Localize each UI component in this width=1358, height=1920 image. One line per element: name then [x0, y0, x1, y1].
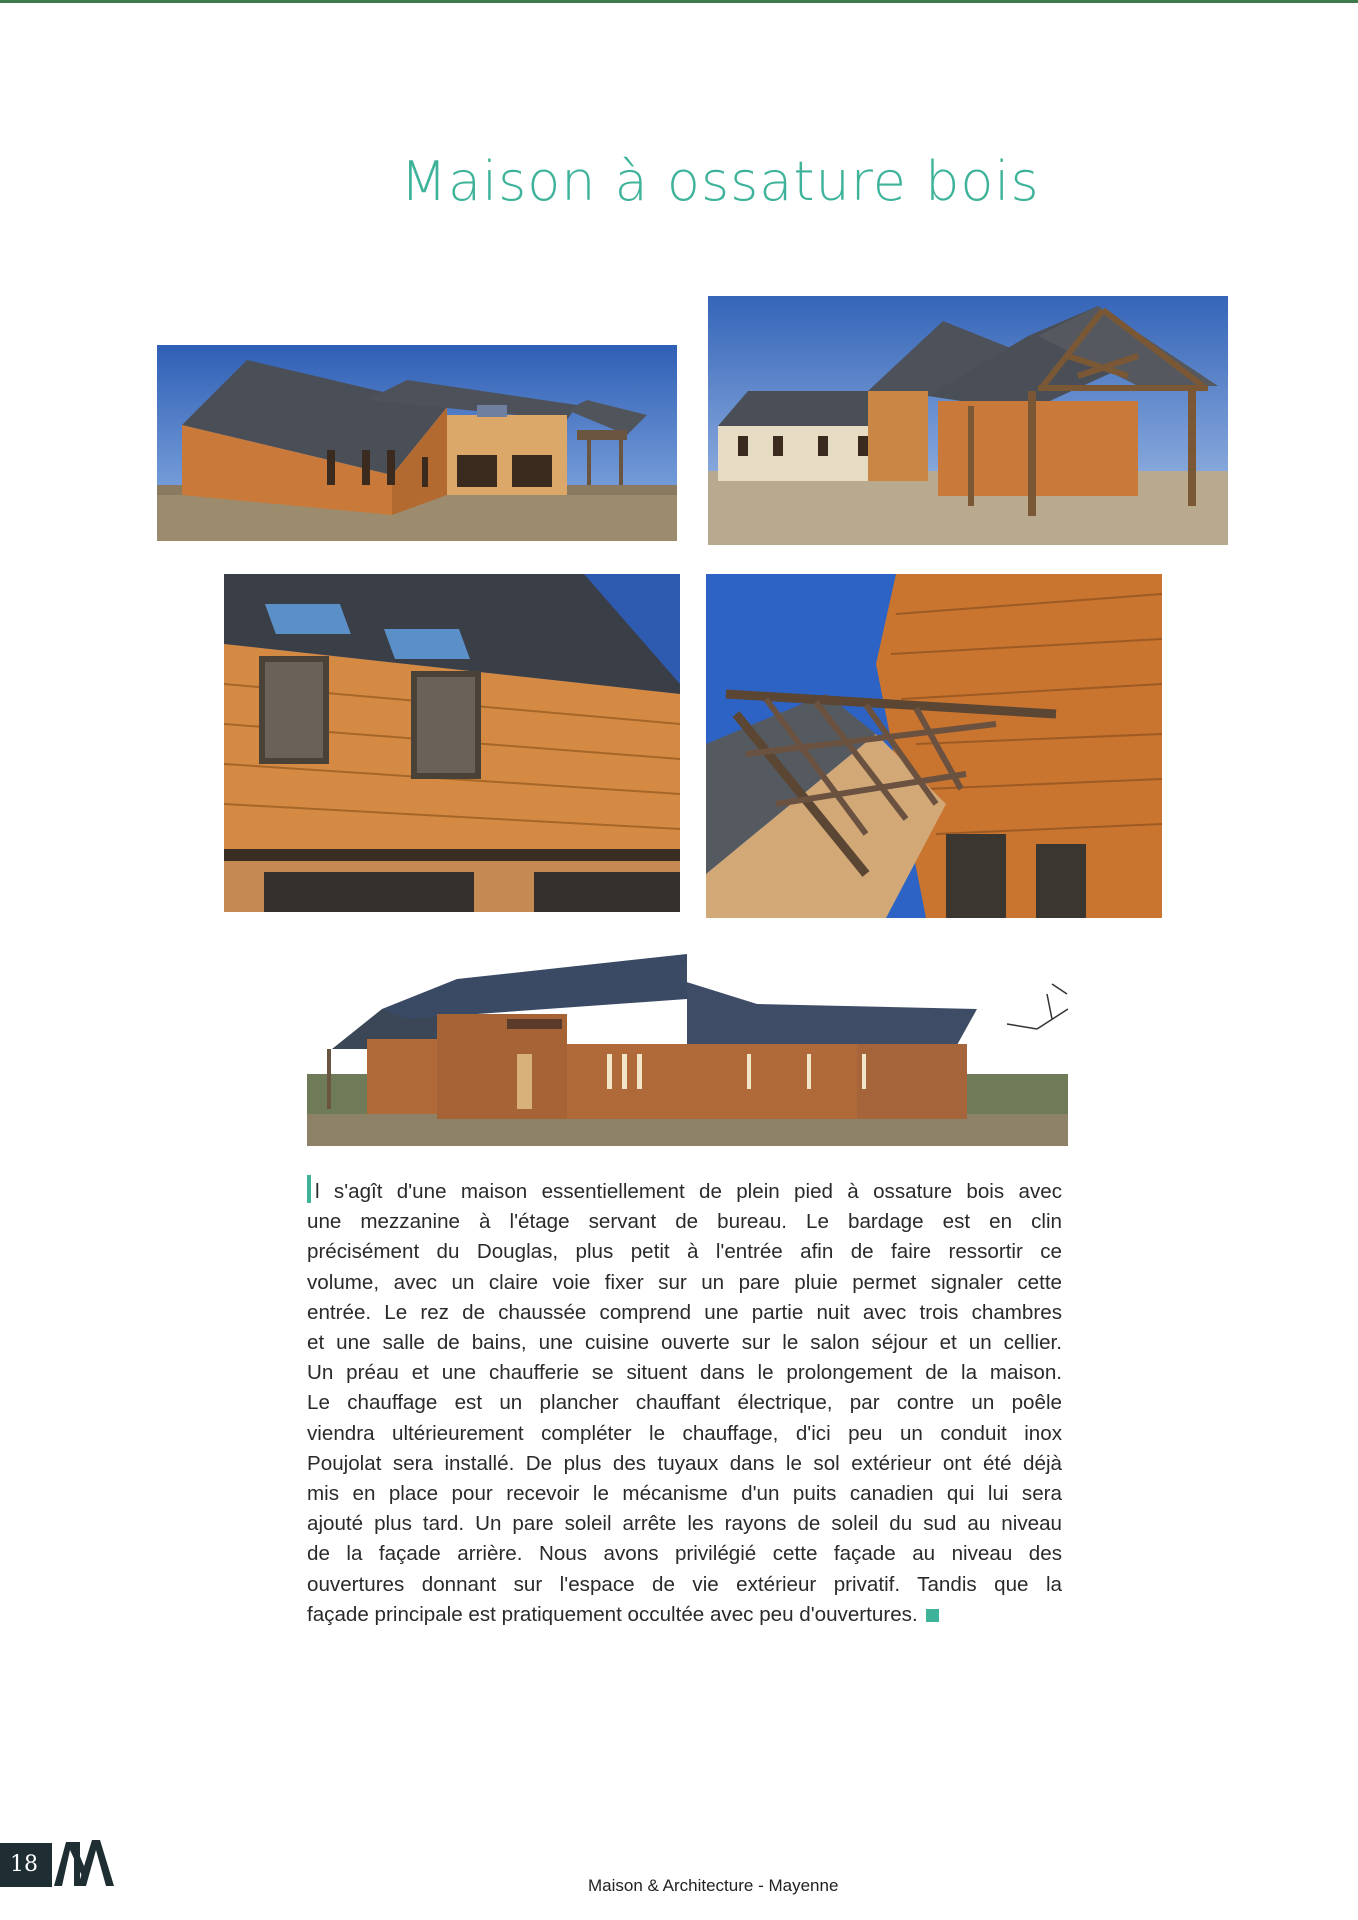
house-photo-icon	[224, 574, 680, 912]
article-line-13: de la façade arrière. Nous avons privilégié cette façade au niveau des	[307, 1542, 1062, 1566]
article-line-4: volume, avec un claire voie fixer sur un pare pluie permet signaler cette	[307, 1270, 1062, 1294]
photo-roof-windows-detail	[224, 574, 680, 912]
article-line-7: Un préau et une chaufferie se situent dans le prolongement de la maison.	[307, 1361, 1062, 1385]
article-line-1	[307, 1175, 1062, 1207]
page-title: Maison à ossature bois	[400, 150, 1040, 213]
article-line-5: entrée. Le rez de chaussée comprend une partie nuit avec trois chambres	[307, 1300, 1062, 1324]
article-line-2: une mezzanine à l'étage servant de bureau. Le bardage est en clin	[307, 1210, 1062, 1234]
article-line-1-text: l s'agît d'une maison essentiellement de plein pied à ossature bois avec	[315, 1180, 1062, 1203]
article-line-15	[307, 1600, 1062, 1630]
photo-house-side-view	[157, 345, 677, 541]
article-line-3: précisément du Douglas, plus petit à l'entrée afin de faire ressortir ce	[307, 1240, 1062, 1264]
article-line-6: et une salle de bains, une cuisine ouverte sur le salon séjour et un cellier.	[307, 1331, 1062, 1355]
photo-main-facade	[307, 954, 1068, 1146]
house-photo-icon	[706, 574, 1162, 918]
photo-house-with-porch	[708, 296, 1228, 545]
footer-publication-name: Maison & Architecture - Mayenne	[588, 1876, 839, 1895]
page-number: 18	[10, 1852, 38, 1877]
article-line-15-text: façade principale est pratiquement occultée avec peu d'ouvertures.	[307, 1602, 918, 1626]
article-line-11: mis en place pour recevoir le mécanisme d'un puits canadien qui lui sera	[307, 1482, 1062, 1506]
article-line-14: ouvertures donnant sur l'espace de vie extérieur privatif. Tandis que la	[307, 1572, 1062, 1596]
article-line-12: ajouté plus tard. Un pare soleil arrête les rayons de soleil du sud au niveau	[307, 1512, 1062, 1536]
ma-logo-icon	[52, 1836, 116, 1888]
house-photo-icon	[157, 345, 677, 541]
house-photo-icon	[307, 954, 1068, 1146]
article-line-8: Le chauffage est un plancher chauffant électrique, par contre un poêle	[307, 1391, 1062, 1415]
photo-sunshade-pergola	[706, 574, 1162, 918]
house-photo-icon	[708, 296, 1228, 545]
ma-logo	[52, 1836, 116, 1888]
article-line-9: viendra ultérieurement compléter le chauffage, d'ici peu un conduit inox	[307, 1421, 1062, 1445]
drop-cap-bar	[307, 1175, 311, 1203]
top-rule	[0, 0, 1358, 3]
end-square-icon	[926, 1609, 939, 1622]
article-body	[307, 1175, 1062, 1630]
article-line-10: Poujolat sera installé. De plus des tuyaux dans le sol extérieur ont été déjà	[307, 1451, 1062, 1475]
